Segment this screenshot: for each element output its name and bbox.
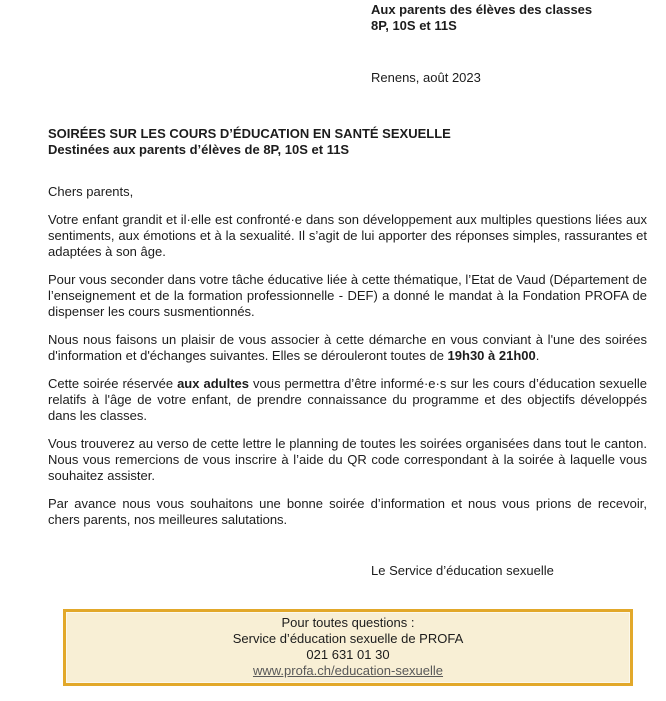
letter-subtitle: Destinées aux parents d’élèves de 8P, 10S et 11S bbox=[48, 142, 350, 157]
contact-heading: Pour toutes questions : bbox=[281, 615, 415, 630]
recipient-line-2: 8P, 10S et 11S bbox=[371, 18, 457, 33]
paragraph-4-bold-adults: aux adultes bbox=[177, 376, 249, 391]
recipient-line-1: Aux parents des élèves des classes bbox=[371, 2, 593, 17]
paragraph-4-end: vous permettra d’être informé·e·s sur les cours d’éducation sexuelle relatifs à l'âge de votre enfant, de prendre connaissance du programme et des objectifs développés dans les classes. bbox=[48, 376, 647, 423]
letter-body bbox=[48, 126, 647, 540]
paragraph-1: Votre enfant grandit et il·elle est confronté·e dans son développement aux multiples questions liées aux sentiments, aux émotions et à la sexualité. Il s’agit de lui apporter des réponses simples, rassurantes et adaptées à son âge. bbox=[48, 212, 647, 259]
paragraph-3-end: . bbox=[535, 348, 540, 363]
letter-date: Renens, août 2023 bbox=[371, 70, 481, 85]
paragraph-3-text: Nous nous faisons un plaisir de vous associer à cette démarche en vous conviant à l'une des soirées d'information et d'échanges suivantes. Elles se dérouleront toutes de bbox=[48, 332, 647, 363]
recipient-block bbox=[371, 2, 592, 34]
contact-service-name: Service d’éducation sexuelle de PROFA bbox=[232, 631, 464, 646]
letter-title: SOIRÉES SUR LES COURS D’ÉDUCATION EN SANTÉ SEXUELLE bbox=[48, 126, 451, 141]
title-block bbox=[48, 126, 647, 158]
paragraph-6: Par avance nous vous souhaitons une bonne soirée d’information et nous vous prions de recevoir, chers parents, nos meilleures salutations. bbox=[48, 496, 647, 527]
contact-box bbox=[63, 609, 633, 686]
paragraph-4 bbox=[48, 376, 647, 424]
salutation: Chers parents, bbox=[48, 184, 134, 199]
paragraph-3-bold-time: 19h30 à 21h00 bbox=[447, 348, 536, 363]
paragraph-5: Vous trouverez au verso de cette lettre le planning de toutes les soirées organisées dans tout le canton. Nous vous remercions de vous inscrire à l’aide du QR code correspondant à la soirée à laquelle vous souhaitez assister. bbox=[48, 436, 647, 483]
signature: Le Service d’éducation sexuelle bbox=[371, 563, 554, 578]
paragraph-4-text: Cette soirée réservée bbox=[48, 376, 178, 391]
paragraph-3 bbox=[48, 332, 647, 364]
contact-website-link[interactable]: www.profa.ch/education-sexuelle bbox=[252, 663, 444, 678]
contact-phone: 021 631 01 30 bbox=[306, 647, 390, 662]
paragraph-2: Pour vous seconder dans votre tâche éducative liée à cette thématique, l’Etat de Vaud (Département de l’enseignement et de la formation professionnelle - DEF) a donné le mandat à la Fondation PROFA de dispenser les cours susmentionnés. bbox=[48, 272, 647, 319]
